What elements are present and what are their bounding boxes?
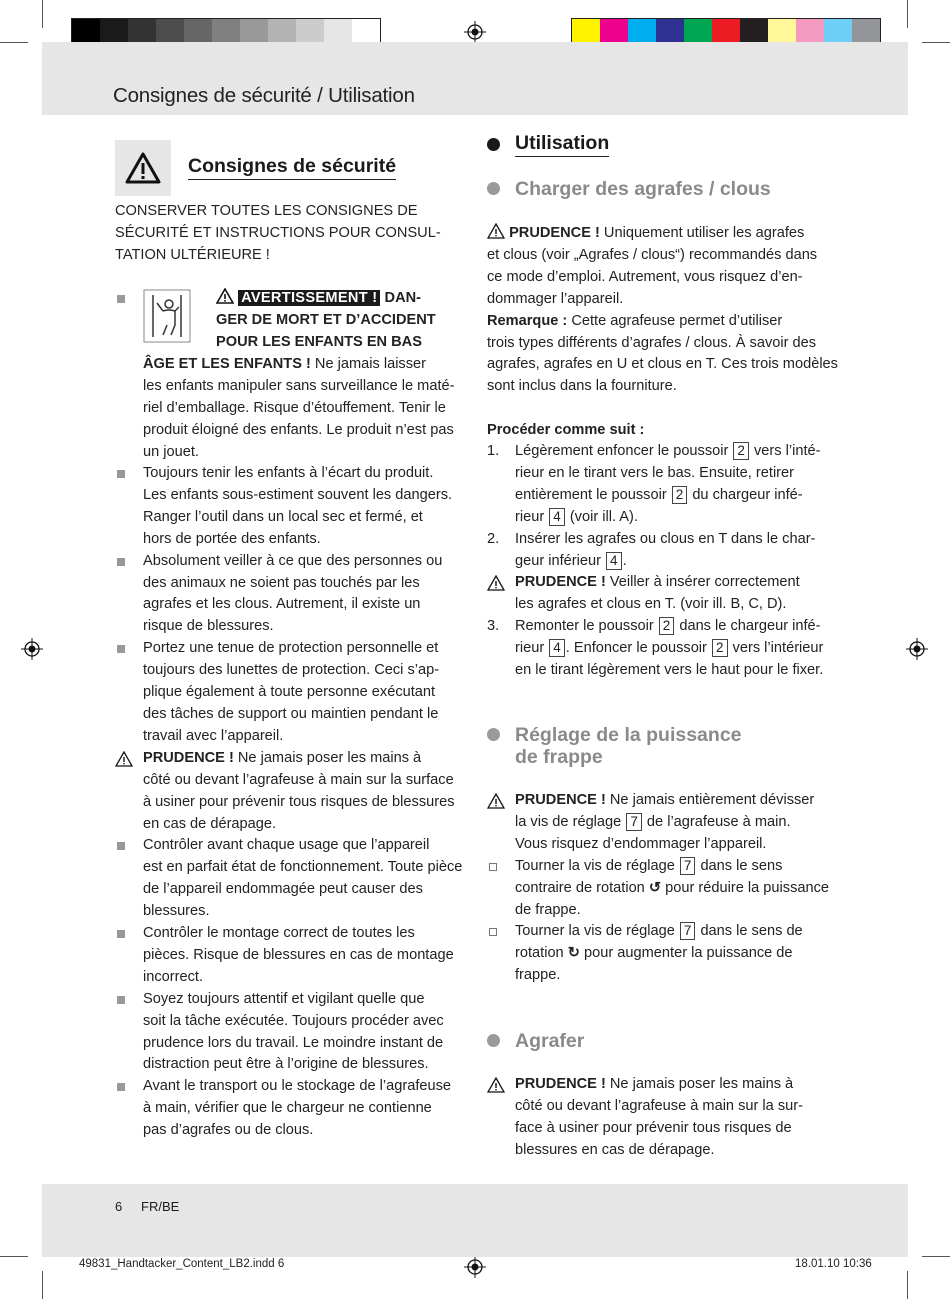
text-line: blessures. — [143, 903, 210, 920]
crop-mark — [42, 1271, 43, 1299]
text-line — [515, 551, 847, 573]
text-line: en cas de dérapage. — [143, 815, 277, 832]
text-fragment: Ne jamais poser les mains à — [605, 1076, 794, 1092]
text-line: Contrôler le montage correct de toutes les — [143, 925, 415, 942]
text-fragment: Uniquement utiliser les agrafes — [599, 225, 805, 241]
text-line — [515, 441, 847, 463]
list-item — [115, 551, 475, 639]
text-line: côté ou devant l’agrafeuse à main sur la sur- — [515, 1097, 803, 1114]
ref-number: 4 — [606, 552, 622, 570]
crop-mark — [0, 42, 28, 43]
subsection-heading-charger: Charger des agrafes / clous — [515, 178, 771, 200]
crop-mark — [907, 1271, 908, 1299]
bullet-square — [117, 1083, 125, 1091]
text-line: des tâches de support ou maintien pendant le — [143, 705, 439, 722]
text-fragment: dans le chargeur infé- — [675, 618, 821, 635]
safety-list — [115, 463, 475, 1142]
step-item — [487, 616, 847, 682]
warning-box — [115, 140, 171, 196]
bold-text: ÂGE ET LES ENFANTS ! — [143, 356, 311, 372]
text-fragment: de l’agrafeuse à main. — [642, 813, 791, 830]
list-item — [487, 856, 847, 922]
section-dot — [487, 1034, 500, 1047]
warning-triangle-icon — [487, 793, 505, 809]
text-line: riel d’emballage. Risque d’étouffement. Tenir le — [143, 399, 446, 416]
step-item — [487, 441, 847, 529]
text-fragment: Tourner la vis de réglage — [515, 923, 679, 940]
bullet-square — [117, 930, 125, 938]
caution-item — [487, 1074, 847, 1162]
text-line: blessures en cas de dérapage. — [515, 1141, 715, 1158]
registration-mark-icon — [464, 1256, 486, 1278]
text-fragment: Cette agrafeuse permet d’utiliser — [567, 312, 783, 329]
ref-number: 4 — [549, 508, 565, 526]
ref-number: 2 — [659, 617, 675, 635]
text-line: plique également à toute personne exécutant — [143, 684, 436, 701]
text-line: en le tirant légèrement vers le haut pour le fixer. — [515, 662, 824, 679]
registration-mark-icon — [21, 638, 43, 660]
text-line: pas d’agrafes ou de clous. — [143, 1122, 314, 1139]
text-line: Vous risquez d’endommager l’appareil. — [515, 835, 767, 852]
text-line: travail avec l’appareil. — [143, 727, 284, 744]
text-fragment: Veiller à insérer correctement — [605, 574, 800, 591]
section-dot — [487, 138, 500, 151]
text-fragment: contraire de rotation — [515, 879, 649, 896]
text-line: distraction peut être à l’origine de blessures. — [143, 1056, 429, 1073]
text-line: risque de blessures. — [143, 618, 274, 635]
ref-number: 7 — [626, 813, 642, 831]
text-fragment: dans le sens de — [696, 923, 803, 940]
warning-body — [143, 354, 473, 464]
text-fragment: pour réduire la puissance — [661, 879, 830, 896]
text-line: est en parfait état de fonctionnement. Toute pièce — [143, 859, 463, 876]
text-fragment: Ne jamais poser les mains à — [233, 749, 422, 766]
conserve-notice — [115, 201, 470, 267]
text-line — [515, 878, 847, 900]
text-line: à usiner pour prévenir tous risques de blessures — [143, 793, 455, 810]
text-fragment: . Enfoncer le poussoir — [565, 640, 711, 657]
text-line: SÉCURITÉ ET INSTRUCTIONS POUR CONSUL- — [115, 224, 441, 241]
text-line — [515, 921, 847, 943]
text-fragment: rieur — [515, 640, 549, 657]
text-line: côté ou devant l’agrafeuse à main sur la surface — [143, 771, 454, 788]
list-item — [115, 638, 475, 748]
text-line: produit éloigné des enfants. Le produit n’est pas — [143, 421, 454, 438]
language-code: FR/BE — [141, 1199, 180, 1214]
subsection-heading-agrafer: Agrafer — [515, 1030, 585, 1052]
text-line: Les enfants sous-estiment souvent les dangers. — [143, 486, 453, 503]
list-item — [115, 1076, 475, 1142]
bullet-square — [117, 295, 125, 303]
text-line — [515, 485, 847, 507]
text-line: POUR LES ENFANTS EN BAS — [216, 333, 422, 350]
text-line — [515, 856, 847, 878]
text-fragment: du chargeur infé- — [688, 486, 803, 503]
text-line: Contrôler avant chaque usage que l’appareil — [143, 837, 430, 854]
page-title: Consignes de sécurité / Utilisation — [113, 84, 415, 107]
text-fragment: Légèrement enfoncer le poussoir — [515, 443, 733, 459]
section-dot — [487, 182, 500, 195]
steps-list — [487, 441, 847, 682]
caution-label: PRUDENCE ! — [509, 225, 600, 241]
warning-triangle-icon — [487, 1077, 505, 1093]
text-line: les agrafes et clous en T. (voir ill. B, C, D). — [515, 596, 787, 613]
text-fragment: rotation — [515, 945, 568, 962]
text-line: dommager l’appareil. — [487, 290, 624, 307]
text-line: CONSERVER TOUTES LES CONSIGNES DE — [115, 203, 418, 219]
text-line: les enfants manipuler sans surveillance le maté- — [143, 377, 455, 394]
text-fragment: DAN- — [384, 290, 422, 306]
text-line: Portez une tenue de protection personnelle et — [143, 640, 439, 657]
text-line: de l’appareil endommagée peut causer des — [143, 881, 423, 898]
text-line: agrafes, agrafes en U et clous en T. Ces trois modèles — [487, 356, 838, 373]
ref-number: 2 — [712, 639, 728, 657]
text-line: trois types différents d’agrafes / clous. À savoir des — [487, 334, 817, 351]
crop-mark — [922, 1256, 950, 1257]
remarque-label: Remarque : — [487, 312, 568, 329]
bullet-square — [117, 996, 125, 1004]
ref-number: 2 — [672, 486, 688, 504]
rotate-ccw-icon: ↺ — [648, 879, 662, 896]
text-line: et clous (voir „Agrafes / clous“) recommandés dans — [487, 246, 818, 263]
text-line: Avant le transport ou le stockage de l’agrafeuse — [143, 1078, 452, 1095]
proceder-heading: Procéder comme suit : — [487, 422, 645, 439]
text-line: de frappe — [515, 746, 603, 768]
text-line: rieur en le tirant vers le bas. Ensuite, retirer — [515, 464, 795, 481]
crop-mark — [42, 0, 43, 28]
text-fragment: (voir ill. A). — [565, 508, 638, 525]
caution-item — [115, 748, 475, 836]
warning-triangle-icon — [487, 223, 505, 239]
text-line: incorrect. — [143, 968, 204, 985]
warning-triangle-icon — [216, 288, 234, 304]
ref-number: 2 — [733, 442, 749, 460]
caution-label: PRUDENCE ! — [143, 749, 234, 766]
child-warning-icon — [143, 289, 191, 343]
crop-mark — [0, 1256, 28, 1257]
text-line: face à usiner pour prévenir tous risques de — [515, 1119, 792, 1136]
bullet-square — [117, 645, 125, 653]
text-line: des animaux ne soient pas touchés par les — [143, 574, 420, 591]
text-line: à main, vérifier que le chargeur ne contienne — [143, 1100, 432, 1117]
checkbox-square — [489, 863, 497, 871]
bullet-square — [117, 470, 125, 478]
text-fragment: la vis de réglage — [515, 813, 626, 830]
text-line — [515, 943, 847, 965]
text-fragment: . — [622, 552, 627, 569]
text-line: prudence lors du travail. Le moindre instant de — [143, 1034, 444, 1051]
text-line: de frappe. — [515, 901, 581, 918]
registration-mark-icon — [464, 21, 486, 43]
registration-mark-icon — [906, 638, 928, 660]
text-line — [487, 420, 847, 442]
crop-mark — [922, 42, 950, 43]
caution-item — [487, 790, 847, 856]
text-line: ce mode d’emploi. Autrement, vous risquez d’en- — [487, 268, 803, 285]
warning-heading — [216, 288, 466, 354]
reglage-text — [487, 790, 847, 987]
caution-label: PRUDENCE ! — [515, 792, 606, 808]
text-fragment: Remonter le poussoir — [515, 618, 658, 635]
text-line — [515, 616, 847, 638]
list-item — [115, 463, 475, 551]
text-fragment: entièrement le poussoir — [515, 486, 671, 503]
text-line — [143, 354, 473, 376]
section-dot — [487, 728, 500, 741]
text-line — [515, 638, 847, 660]
agrafer-text — [487, 1074, 847, 1162]
step-number: 1. — [487, 443, 500, 459]
slug-date: 18.01.10 10:36 — [795, 1258, 872, 1270]
footer-band — [42, 1184, 908, 1257]
text-fragment: dans le sens — [696, 857, 783, 874]
text-line — [515, 572, 847, 594]
charger-text — [487, 223, 847, 442]
text-line — [143, 748, 475, 770]
warning-triangle-icon — [124, 151, 162, 185]
checkbox-square — [489, 928, 497, 936]
ref-number: 7 — [680, 857, 696, 875]
caution-item — [487, 572, 847, 616]
text-line: Soyez toujours attentif et vigilant quelle que — [143, 990, 425, 1007]
crop-mark — [907, 0, 908, 28]
warning-triangle-icon — [487, 575, 505, 591]
text-line — [515, 790, 847, 812]
text-fragment: vers l’inté- — [749, 443, 821, 459]
ref-number: 4 — [549, 639, 565, 657]
section-heading-safety: Consignes de sécurité — [188, 155, 396, 180]
text-line: soit la tâche exécutée. Toujours procéder avec — [143, 1012, 444, 1029]
warning-line — [216, 288, 466, 310]
text-line: Toujours tenir les enfants à l’écart du produit. — [143, 465, 434, 481]
text-line — [515, 812, 847, 834]
text-fragment: Ne jamais laisser — [310, 356, 427, 372]
rotate-cw-icon: ↻ — [567, 945, 580, 962]
caution-label: PRUDENCE ! — [515, 574, 606, 591]
section-heading-utilisation: Utilisation — [515, 132, 609, 157]
text-line — [515, 507, 847, 529]
text-line — [515, 1074, 847, 1096]
text-fragment: pour augmenter la puissance de — [579, 945, 793, 962]
list-item — [115, 923, 475, 989]
page-number: 6 — [115, 1199, 123, 1214]
text-line: Insérer les agrafes ou clous en T dans le char- — [515, 530, 816, 547]
bullet-square — [117, 842, 125, 850]
text-line: pièces. Risque de blessures en cas de montage — [143, 946, 454, 963]
step-number: 2. — [487, 530, 500, 547]
text-fragment: rieur — [515, 508, 549, 525]
text-line: Absolument veiller à ce que des personnes ou — [143, 552, 443, 569]
bullet-square — [117, 558, 125, 566]
text-line: toujours des lunettes de protection. Ceci s’ap- — [143, 662, 440, 679]
text-line: un jouet. — [143, 443, 199, 460]
caution-label: PRUDENCE ! — [515, 1076, 606, 1092]
text-fragment: Tourner la vis de réglage — [515, 857, 679, 874]
text-fragment: vers l’intérieur — [728, 640, 824, 657]
text-line — [487, 311, 847, 333]
list-item — [487, 921, 847, 987]
text-line — [487, 223, 847, 245]
text-line: frappe. — [515, 967, 561, 984]
warning-label: AVERTISSEMENT ! — [238, 290, 380, 306]
text-line: agrafes et les clous. Autrement, il existe un — [143, 596, 421, 613]
list-item — [115, 835, 475, 923]
step-number: 3. — [487, 618, 500, 635]
slug-filename: 49831_Handtacker_Content_LB2.indd 6 — [79, 1258, 285, 1270]
subsection-heading-reglage — [515, 724, 742, 768]
list-item — [115, 989, 475, 1077]
ref-number: 7 — [680, 922, 696, 940]
step-item — [487, 529, 847, 573]
text-line: sont inclus dans la fourniture. — [487, 378, 677, 395]
text-line: GER DE MORT ET D’ACCIDENT — [216, 311, 436, 328]
text-line: hors de portée des enfants. — [143, 530, 321, 547]
text-line: TATION ULTÉRIEURE ! — [115, 246, 270, 263]
warning-triangle-icon — [115, 751, 133, 767]
text-line: Ranger l’outil dans un local sec et fermé, et — [143, 508, 423, 525]
text-fragment: geur inférieur — [515, 552, 606, 569]
text-line: Réglage de la puissance — [515, 724, 742, 746]
text-fragment: Ne jamais entièrement dévisser — [605, 792, 815, 808]
